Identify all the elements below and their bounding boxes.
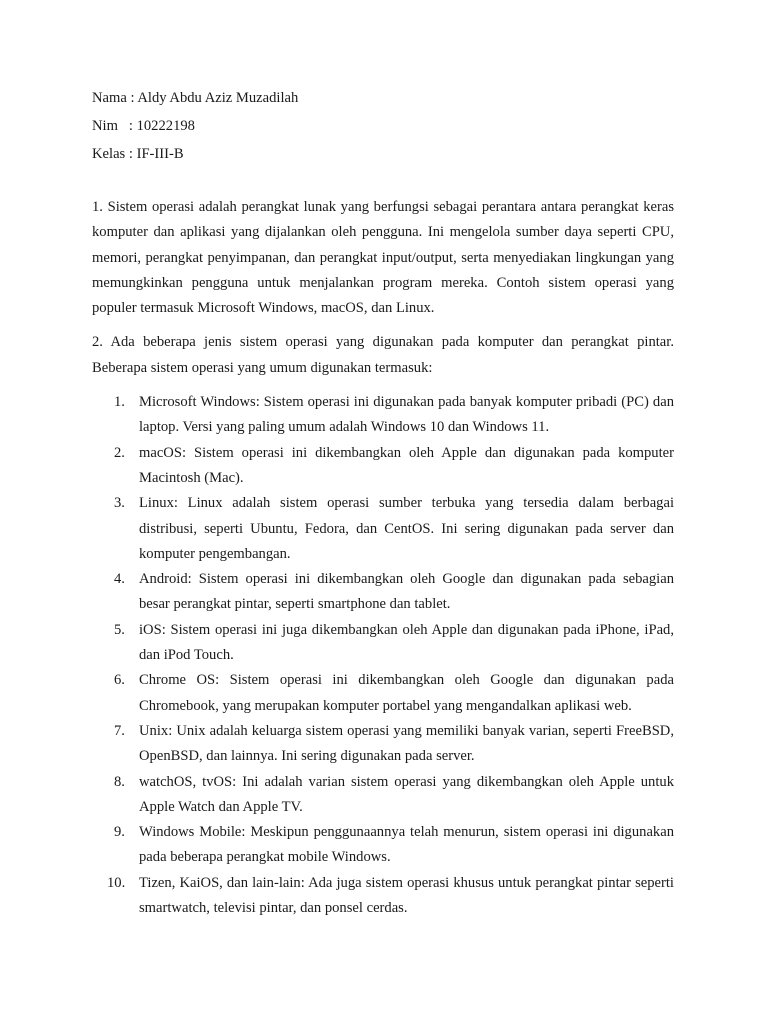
list-item-number: 4.	[114, 571, 125, 588]
answer-paragraph-2: 2. Ada beberapa jenis sistem operasi yang digunakan pada komputer dan perangkat pintar. Beberapa sistem operasi yang umum digunakan termasuk:	[92, 334, 674, 376]
list-item	[92, 390, 674, 441]
list-item	[92, 668, 674, 719]
list-item-number: 1.	[114, 394, 125, 411]
list-item-text: Microsoft Windows: Sistem operasi ini digunakan pada banyak komputer pribadi (PC) dan laptop. Versi yang paling umum adalah Windows 10 dan Windows 11.	[139, 394, 674, 436]
list-item-text: Android: Sistem operasi ini dikembangkan oleh Google dan digunakan pada sebagian besar perangkat pintar, seperti smartphone dan tablet.	[139, 571, 674, 613]
list-item	[92, 770, 674, 821]
list-item	[92, 820, 674, 871]
list-item-text: Windows Mobile: Meskipun penggunaannya telah menurun, sistem operasi ini digunakan pada beberapa perangkat mobile Windows.	[139, 824, 674, 866]
list-item-text: Unix: Unix adalah keluarga sistem operasi yang memiliki banyak varian, seperti FreeBSD, OpenBSD, dan lainnya. Ini sering digunakan pada server.	[139, 722, 674, 765]
list-item	[92, 871, 674, 922]
list-item-text: Tizen, KaiOS, dan lain-lain: Ada juga sistem operasi khusus untuk perangkat pintar seperti smartwatch, televisi pintar, dan ponsel cerdas.	[139, 874, 674, 917]
list-item	[92, 618, 674, 669]
document-body	[92, 84, 674, 921]
os-list	[92, 390, 674, 921]
student-class: Kelas : IF-III-B	[92, 146, 184, 162]
list-item-number: 10.	[107, 874, 126, 891]
student-name: Nama : Aldy Abdu Aziz Muzadilah	[92, 90, 299, 106]
spacer	[92, 168, 674, 195]
list-item-number: 8.	[114, 773, 125, 790]
list-item-text: macOS: Sistem operasi ini dikembangkan oleh Apple dan digunakan pada komputer Macintosh (Mac).	[139, 444, 674, 486]
list-item	[92, 491, 674, 567]
list-item-text: watchOS, tvOS: Ini adalah varian sistem operasi yang dikembangkan oleh Apple untuk Apple Watch dan Apple TV.	[139, 773, 674, 815]
list-item-number: 6.	[114, 672, 125, 689]
list-item	[92, 719, 674, 770]
student-nim: Nim : 10222198	[92, 118, 195, 134]
list-item-text: iOS: Sistem operasi ini juga dikembangkan oleh Apple dan digunakan pada iPhone, iPad, dan iPod Touch.	[139, 621, 674, 664]
list-item-number: 3.	[114, 495, 125, 512]
list-item	[92, 441, 674, 492]
list-item-number: 5.	[114, 621, 125, 638]
list-item-number: 7.	[114, 722, 125, 739]
list-item-number: 2.	[114, 444, 125, 461]
list-item-text: Chrome OS: Sistem operasi ini dikembangkan oleh Google dan digunakan pada Chromebook, yang merupakan komputer portabel yang mengandalkan aplikasi web.	[139, 672, 674, 714]
list-item-text: Linux: Linux adalah sistem operasi sumber terbuka yang tersedia dalam berbagai distribusi, seperti Ubuntu, Fedora, dan CentOS. Ini sering digunakan pada server dan komputer pengembangan.	[139, 495, 674, 562]
answer-paragraph-1: 1. Sistem operasi adalah perangkat lunak yang berfungsi sebagai perantara antara perangkat keras komputer dan aplikasi yang dijalankan oleh pengguna. Ini mengelola sumber daya seperti CPU, memori, perangkat penyimpanan, dan perangkat input/output, serta menyediakan lingkungan yang memungkinkan pengguna untuk menjalankan program mereka. Contoh sistem operasi yang populer termasuk Microsoft Windows, macOS, dan Linux.	[92, 199, 674, 317]
list-item-number: 9.	[114, 824, 125, 841]
list-item	[92, 567, 674, 618]
